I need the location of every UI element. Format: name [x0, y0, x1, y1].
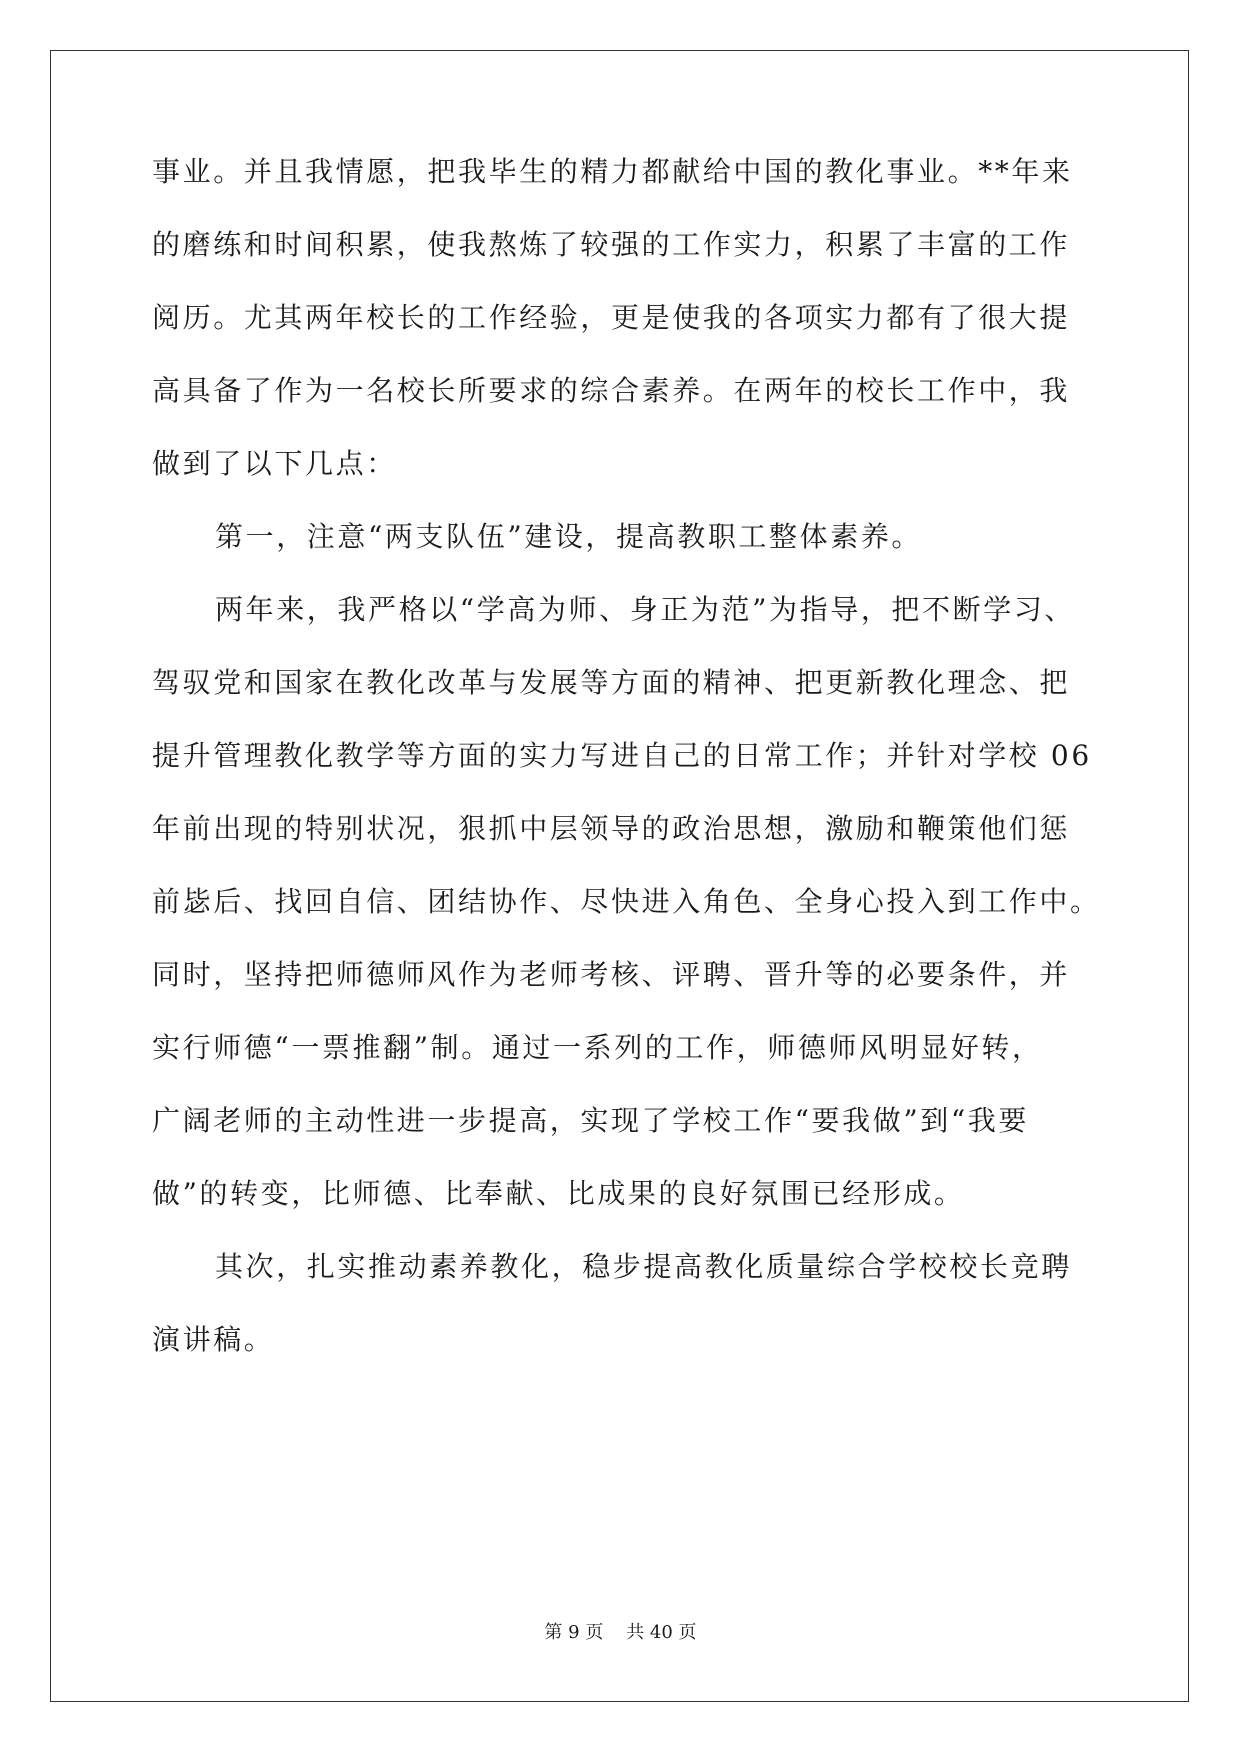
text-line: 驾驭党和国家在教化改革与发展等方面的精神、把更新教化理念、把	[152, 666, 1071, 699]
page-number: 第 9 页 共 40 页	[544, 1622, 697, 1643]
text-line: 第一，注意“两支队伍”建设，提高教职工整体素养。	[215, 520, 923, 553]
text-line: 提升管理教化教学等方面的实力写进自己的日常工作；并针对学校 06	[152, 739, 1092, 772]
text-line: 高具备了作为一名校长所要求的综合素养。在两年的校长工作中，我	[152, 374, 1071, 407]
text-line: 的磨练和时间积累，使我熬炼了较强的工作实力，积累了丰富的工作	[152, 228, 1071, 261]
text-line: 前毖后、找回自信、团结协作、尽快进入角色、全身心投入到工作中。	[152, 885, 1101, 918]
text-line: 做”的转变，比师德、比奉献、比成果的良好氛围已经形成。	[152, 1177, 965, 1210]
text-line: 广阔老师的主动性进一步提高，实现了学校工作“要我做”到“我要	[152, 1104, 1029, 1137]
text-line: 演讲稿。	[152, 1323, 275, 1356]
text-line: 其次，扎实推动素养教化，稳步提高教化质量综合学校校长竞聘	[215, 1250, 1072, 1283]
text-line: 做到了以下几点：	[152, 447, 397, 480]
text-line: 阅历。尤其两年校长的工作经验，更是使我的各项实力都有了很大提	[152, 301, 1071, 334]
text-line: 实行师德“一票推翻”制。通过一系列的工作，师德师风明显好转，	[152, 1031, 1043, 1064]
text-line: 事业。并且我情愿，把我毕生的精力都献给中国的教化事业。**年来	[152, 155, 1073, 188]
text-line: 两年来，我严格以“学高为师、身正为范”为指导，把不断学习、	[215, 593, 1076, 626]
text-line: 同时，坚持把师德师风作为老师考核、评聘、晋升等的必要条件，并	[152, 958, 1071, 991]
text-line: 年前出现的特别状况，狠抓中层领导的政治思想，激励和鞭策他们惩	[152, 812, 1071, 845]
